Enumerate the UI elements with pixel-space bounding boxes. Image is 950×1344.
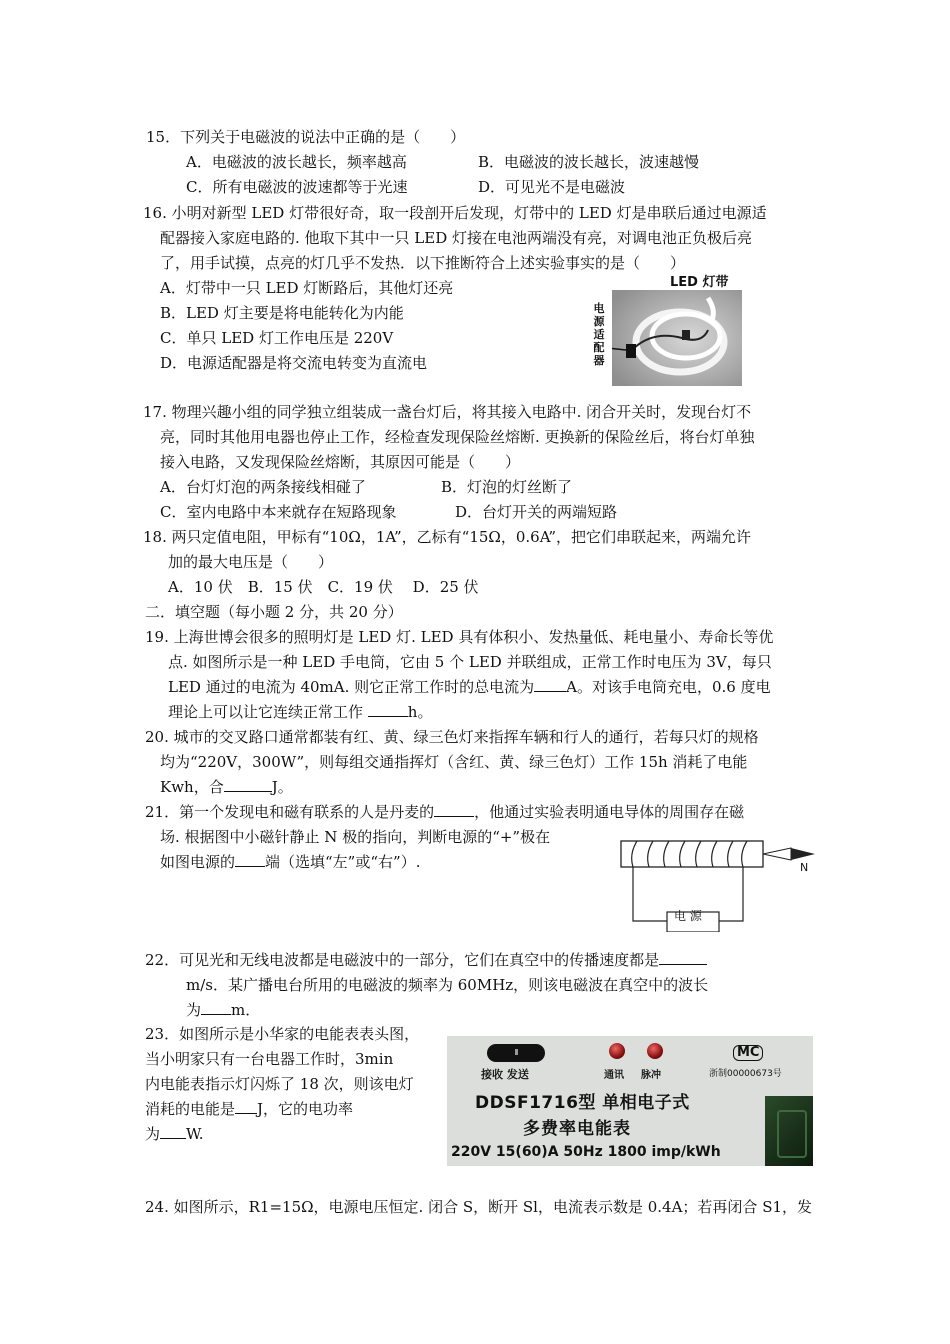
q16-option-d: D．电源适配器是将交流电转变为直流电: [160, 354, 428, 372]
q17-option-a: A．台灯灯泡的两条接线相碰了: [160, 478, 366, 496]
q16-line-3: 了，用手试摸，点亮的灯几乎不发热．以下推断符合上述实验事实的是（ ）: [160, 254, 686, 272]
q15-option-b: B．电磁波的波长越长，波速越慢: [478, 153, 700, 171]
q21-line-3: 如图电源的 端（选填“左”或“右”）.: [160, 853, 421, 871]
answer-blank[interactable]: [160, 1124, 186, 1139]
q23-line-2: 当小明家只有一台电器工作时，3min: [145, 1050, 394, 1068]
q18-line-1: 18. 两只定值电阻，甲标有“10Ω，1A”，乙标有“15Ω，0.6A”，把它们串联起来，两端允许: [143, 528, 752, 546]
q17-line-2: 亮，同时其他用电器也停止工作，经检查发现保险丝熔断. 更换新的保险丝后，将台灯单独: [160, 428, 755, 446]
answer-blank[interactable]: [534, 677, 566, 692]
q20-line-3: Kwh，合 J。: [160, 778, 293, 796]
q19-line-3: LED 通过的电流为 40mA. 则它正常工作时的总电流为 A。对该手电筒充电，0.6 度电: [168, 678, 771, 696]
q15-option-c: C．所有电磁波的波速都等于光速: [186, 178, 408, 196]
q20-line-1: 20. 城市的交叉路口通常都装有红、黄、绿三色灯来指挥车辆和行人的通行，若每只灯的规格: [145, 728, 759, 746]
q17-option-b: B．灯泡的灯丝断了: [441, 478, 573, 496]
answer-blank[interactable]: [659, 950, 707, 965]
q19-line-1: 19. 上海世博会很多的照明灯是 LED 灯. LED 具有体积小、发热量低、耗电量小、寿命长等优: [145, 628, 774, 646]
q23-line-1: 23．如图所示是小华家的电能表表头图，: [145, 1025, 420, 1043]
pulse-indicator-light: [647, 1043, 663, 1059]
led-strip-photo: [612, 290, 742, 386]
q24-line-1: 24. 如图所示，R1=15Ω，电源电压恒定. 闭合 S，断开 Sl，电流表示数是 0.4A；若再闭合 S1，发: [145, 1198, 813, 1216]
q16-option-a: A．灯带中一只 LED 灯断路后，其他灯还亮: [160, 279, 454, 297]
meter-spec: 220V 15(60)A 50Hz 1800 imp/kWh: [451, 1144, 721, 1160]
q17-line-1: 17. 物理兴趣小组的同学独立组装成一盏台灯后，将其接入电路中. 闭合开关时，发现台灯不: [143, 403, 752, 421]
certificate-number: 浙制00000673号: [709, 1069, 782, 1079]
led-strip-label: LED 灯带: [670, 275, 729, 290]
cmc-logo: MC: [733, 1045, 763, 1061]
q18-line-2: 加的最大电压是（ ）: [168, 553, 334, 571]
q19-line-4: 理论上可以让它连续正常工作 h。: [168, 703, 433, 721]
q23-line-5: 为 W.: [145, 1125, 204, 1143]
comm-indicator-light: [609, 1043, 625, 1059]
q17-option-d: D．台灯开关的两端短路: [455, 503, 618, 521]
q15-option-a: A．电磁波的波长越长，频率越高: [186, 153, 407, 171]
q23-line-3: 内电能表指示灯闪烁了 18 次，则该电灯: [145, 1075, 414, 1093]
answer-blank[interactable]: [235, 852, 265, 867]
q21-line-2: 场. 根据图中小磁针静止 N 极的指向，判断电源的“+”极在: [160, 828, 551, 846]
q18-options: A．10 伏 B．15 伏 C．19 伏 D．25 伏: [168, 578, 479, 596]
answer-blank[interactable]: [434, 802, 474, 817]
q20-line-2: 均为“220V，300W”，则每组交通指挥灯（含红、黄、绿三色灯）工作 15h 消耗了电能: [160, 753, 748, 771]
section-heading: 二．填空题（每小题 2 分，共 20 分）: [145, 603, 403, 621]
recv-send-label: 接收 发送: [481, 1068, 529, 1081]
meter-type: 多费率电能表: [523, 1119, 631, 1139]
q15-stem: 15．下列关于电磁波的说法中正确的是（ ）: [146, 128, 466, 146]
q16-line-2: 配器接入家庭电路的. 他取下其中一只 LED 灯接在电池两端没有亮，对调电池正负极后亮: [160, 229, 753, 247]
q19-line-2: 点. 如图所示是一种 LED 手电筒，它由 5 个 LED 并联组成，正常工作时电压为 3V，每只: [168, 653, 772, 671]
meter-model: DDSF1716型 单相电子式: [475, 1093, 690, 1113]
q15-option-d: D．可见光不是电磁波: [478, 178, 626, 196]
q17-option-c: C．室内电路中本来就存在短路现象: [160, 503, 397, 521]
q17-line-3: 接入电路，又发现保险丝熔断，其原因可能是（ ）: [160, 453, 521, 471]
answer-blank[interactable]: [235, 1099, 257, 1114]
adapter-label: 电 源 适 配 器: [593, 302, 605, 367]
pulse-label: 脉冲: [641, 1070, 661, 1081]
electricity-meter-photo: [447, 1036, 813, 1166]
answer-blank[interactable]: [224, 777, 272, 792]
q16-line-1: 16. 小明对新型 LED 灯带很好奇，取一段剖开后发现，灯带中的 LED 灯是串联后通过电源适: [143, 204, 767, 222]
q22-line-1: 22．可见光和无线电波都是电磁波中的一部分，它们在真空中的传播速度都是: [145, 950, 707, 970]
power-source-label: 电 源: [674, 909, 702, 923]
north-pole-label: N: [800, 861, 809, 874]
answer-blank[interactable]: [368, 702, 408, 717]
q22-line-3: 为 m．: [186, 1001, 261, 1019]
solenoid-circuit-diagram: [615, 836, 821, 932]
q16-option-c: C．单只 LED 灯工作电压是 220V: [160, 329, 394, 347]
answer-blank[interactable]: [201, 1000, 231, 1015]
q16-option-b: B．LED 灯主要是将电能转化为内能: [160, 304, 404, 322]
comm-label: 通讯: [604, 1070, 624, 1081]
q23-line-4: 消耗的电能是 J，它的电功率: [145, 1100, 354, 1118]
q21-line-1: 21．第一个发现电和磁有联系的人是丹麦的 ，他通过实验表明通电导体的周围存在磁: [145, 803, 745, 821]
q22-line-2: m/s．某广播电台所用的电磁波的频率为 60MHz，则该电磁波在真空中的波长: [186, 976, 709, 994]
